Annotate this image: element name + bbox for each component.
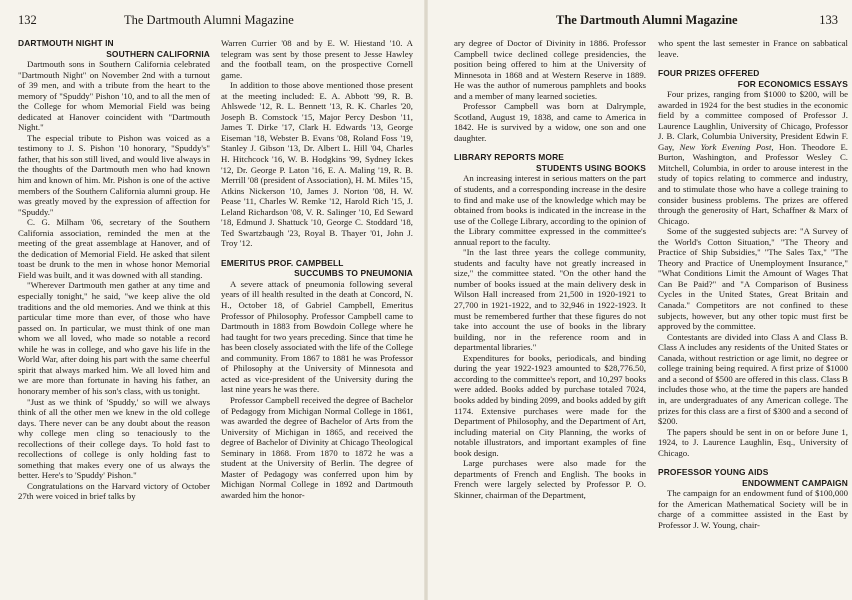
article-paragraph: ary degree of Doctor of Divinity in 1886. Professor Campbell twice declined college presidencies, the position being offered to him at the University of Minnesota in 1868 and at Western Reserve in 1889. He was the author of numerous pamphlets and books and a member of many learned societies.	[454, 38, 646, 101]
article-paragraph: Some of the suggested subjects are: "A Survey of the World's Cotton Situation," "The Theory and Practice of Ship Subsidies," "The Sales Tax," "The Theory and Practice of Unemployment Insurance," "What Conditions Limit the Amount of Wages That Can Be Paid?" and "A Comparison of Business Cycles in the United States, Great Britain and Canada." Competitors are not confined to these subjects, however, but any other topic must first be approved by the committee.	[658, 226, 848, 332]
column-2	[221, 38, 413, 500]
running-title-right: The Dartmouth Alumni Magazine	[556, 13, 738, 27]
headline-economics-prizes: FOUR PRIZES OFFERED FOR ECONOMICS ESSAYS	[658, 68, 848, 89]
article-paragraph: In addition to those above mentioned those present at the meeting included: E. A. Abbott '99, R. B. Ahlswede '12, R. L. Bennett '13, R. K. Charles '20, Joseph B. Comstock '15, Major Percy Desbon '11, James T. Dirke '17, Clark H. Edwards '13, George Eiseman '18, Webster B. Evans '08, Roland Foss '19, Stanley J. Gibson '13, Dr. Albert L. Hill '04, Charles H. Hitchcock '16, W. B. Hodgkins '99, Sydney Ickes '12, Dr. George P. Laton '16, E. A. Maling '19, R. B. Merrill '08 (president of Association), H. M. Miles '15, Atkins Nickerson '10, James J. Norton '08, H. W. Pease '11, Charles W. Remke '12, Harold Rich '15, J. Leland Richardson '08, V. R. Salinger '10, Ed Seward '18, Edmund J. Shattuck '10, George C. Stoddard '18, Ted Swartzbaugh '23, Royal B. Thayer '01, John J. Troy '12.	[221, 80, 413, 249]
column-3	[454, 38, 646, 500]
article-paragraph: A severe attack of pneumonia following several years of ill health resulted in the death at Concord, N. H., October 18, of Gabriel Campbell, Emeritus Professor of Philosophy. Professor Campbell came to Dartmouth in 1883 from Bowdoin College where he had taught for two years preceding. Since that time he has been closely associated with the life of the College and community. From 1867 to 1881 he was Professor of Philosophy at the University of Minnesota and acted as vice-president of the University during the last nine years he was there.	[221, 278, 413, 395]
article-paragraph: The campaign for an endowment fund of $100,000 for the American Mathematical Society will be in charge of a committee assisted in the East by Professor J. W. Young, chair-	[658, 488, 848, 530]
article-paragraph: Large purchases were also made for the departments of French and English. The books in French were largely selected by Professor P. O. Skinner, chairman of the Department,	[454, 458, 646, 500]
newspaper-title: New York Evening Post	[679, 141, 772, 152]
right-page	[426, 0, 852, 600]
headline-prof-campbell: EMERITUS PROF. CAMPBELL SUCCUMBS TO PNEUMONIA	[221, 257, 413, 279]
column-4	[658, 38, 848, 530]
article-paragraph: "In the last three years the college community, students and faculty have not greatly increased in size," the committee stated. "On the other hand the number of books issued at the main delivery desk in Wilson Hall increased from 21,500 in 1920-1921 to 27,700 in 1921-1922, and to 32,946 in 1922-1923. It must be remembered further that these figures do not take into account the use of books in the library building, nor in the reference room and in departmental libraries."	[454, 247, 646, 353]
headline-library-reports: LIBRARY REPORTS MORE STUDENTS USING BOOKS	[454, 152, 646, 173]
article-paragraph: Expenditures for books, periodicals, and binding during the year 1922-1923 amounted to $28,776.50, according to the committee's report, and 10,297 books were added. Books added by purchase totaled 7024, books added by binding 2099, and books added by gift 1174. Extensive purchases were made for the Department of Philosophy, and the Department of Art, including material on City Planning, the works of notable illustrators, and important examples of fine book design.	[454, 352, 646, 458]
article-paragraph: Professor Campbell received the degree of Bachelor of Pedagogy from Michigan Normal College in 1861, was awarded the degree of Bachelor of Arts from the University of Michigan in 1865, and received the degree of Bachelor of Divinity at Chicago Theological Seminary in 1868. From 1870 to 1872 he was a student at the University of Berlin. The degree of Master of Pedagogy was conferred upon him by Michigan Normal College in 1892 and Dartmouth awarded him the honor-	[221, 394, 413, 500]
article-paragraph: "Wherever Dartmouth men gather at any time and especially tonight," he said, "we keep alive the old traditions and the old memories. And we think at this particular time more than ever, of those who have passed on. In particular, we must think of one man whom we all loved, who made so notable a record while he was in college, and who gave his life in the World War, after doing his part with the same cheerful spirit that always marked him. We all loved him and we are more than fortunate in having his father, an honorary member of his son's class, with us tonight.	[18, 280, 210, 396]
article-paragraph: The especial tribute to Pishon was voiced as a testimony to J. S. Pishon '10 honorary, "Spuddy's" father, that his son still lived, and would live always in the thoughts of the Dartmouth men who had known him and known of him. Mr. Pishon is one of the active members of the Southern California alumni group. He was greatly moved by the expression of affection for "Spuddy."	[18, 132, 210, 217]
article-paragraph: Professor Campbell was born at Dalrymple, Scotland, August 19, 1838, and came to America in 1842. He is survived by a widow, one son and one daughter.	[454, 101, 646, 143]
article-paragraph: C. G. Milham '06, secretary of the Southern California association, reminded the men at the meeting of the great assemblage at Hanover, and of the dedication of Memorial Field. He asked that silent toast be drunk to the men in whose honor Memorial Field was built, and it was downed with all standing.	[18, 217, 210, 280]
article-paragraph: Contestants are divided into Class A and Class B. Class A includes any residents of the United States or Canada, without restriction or age limit, no degree or college training being required. A first prize of $1000 and a second of $500 are offered in this class. Class B includes those who, at the time the papers are handed in, are undergraduates of any American college. The prizes for this class are a first of $300 and a second of $200.	[658, 331, 848, 427]
headline-professor-young: PROFESSOR YOUNG AIDS ENDOWMENT CAMPAIGN	[658, 467, 848, 488]
running-title-left: The Dartmouth Alumni Magazine	[124, 13, 294, 27]
article-paragraph: "Just as we think of 'Spuddy,' so will we always think of all the other men we knew in the old college days. There never can be any doubt about the reason why college men cling so tenaciously to the recollections of their college days. To hold fast to recollections of college is only holding fast to something that makes every one of us always the better. Here's to 'Spuddy' Pishon."	[18, 396, 210, 481]
article-paragraph: who spent the last semester in France on sabbatical leave.	[658, 38, 848, 59]
article-paragraph: Dartmouth sons in Southern California celebrated "Dartmouth Night" on November 2nd with a turnout of 39 men, and with a tribute from the heart to the memory of "Spuddy" Pishon '10, and to all the men of the College for whom Memorial Field was being dedicated at Hanover coincident with "Dartmouth Night."	[18, 59, 210, 133]
headline-dartmouth-night: DARTMOUTH NIGHT IN SOUTHERN CALIFORNIA	[18, 38, 210, 59]
page-number-left: 132	[18, 13, 37, 27]
page-number-right: 133	[819, 13, 838, 27]
article-paragraph: An increasing interest in serious matters on the part of students, and a corresponding increase in the desire to find and make use of the knowledge which may be obtained from books is indicated in the increase in the use of the College Library, according to the opinion of the Library committee expressed in the committee's annual report to the faculty.	[454, 173, 646, 247]
article-paragraph: The papers should be sent in on or before June 1, 1924, to J. Laurence Laughlin, Esq., University of Chicago.	[658, 426, 848, 458]
article-paragraph: Congratulations on the Harvard victory of October 27th were voiced in brief talks by	[18, 480, 210, 502]
article-paragraph: Four prizes, ranging from $1000 to $200, will be awarded in 1924 for the best studies in the economic field by a committee composed of Professor J. Laurence Laughlin, University of Chicago, Professor J. B. Clark, Columbia University, President Edwin F. Gay, New York Evening Post, Hon. Theodore E. Burton, Washington, and Professor Wesley C. Mitchell, Columbia, in order to arouse interest in the study of topics relating to commerce and industry, and to stimulate those who have a college training to consider business problems. The prizes are offered through the generosity of Hart, Schaffner & Marx of Chicago.	[658, 89, 848, 226]
column-1	[18, 38, 210, 502]
article-paragraph: Warren Currier '08 and by E. W. Hiestand '10. A telegram was sent by those present to Jesse Hawley and the football team, on the prospective Cornell game.	[221, 38, 413, 80]
